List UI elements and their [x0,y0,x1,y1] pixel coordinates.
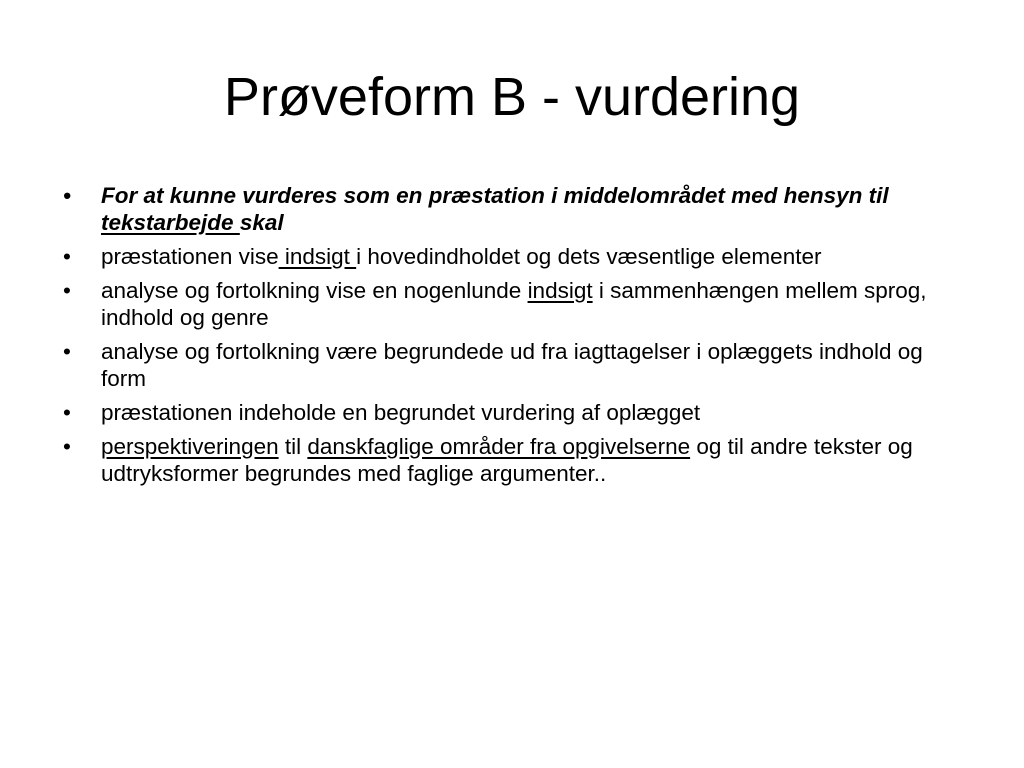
item-text: skal [239,210,284,235]
item-text: og til andre tekster og udtryksformer begrundes med faglige argumenter.. [101,434,913,486]
bullet-icon: • [63,183,71,208]
underlined-term: perspektiveringen [101,434,279,459]
list-item [60,182,970,236]
list-item [60,338,970,392]
item-text: For at kunne vurderes som en præstation i middelområdet med hensyn til [101,183,889,208]
bullet-icon: • [63,339,71,364]
item-text: analyse og fortolkning være begrundede ud fra iagttagelser i oplæggets indhold og form [101,339,923,391]
underlined-term: indsigt [278,244,357,269]
item-text: til [278,434,308,459]
item-text: præstationen indeholde en begrundet vurdering af oplægget [101,400,701,425]
list-item [60,433,970,487]
underlined-term: danskfaglige områder fra opgivelserne [307,434,691,459]
list-item [60,243,970,270]
bullet-list [60,182,970,494]
list-item [60,399,970,426]
item-text: præstationen vise [101,244,279,269]
underlined-term: tekstarbejde [101,210,240,235]
item-text: analyse og fortolkning vise en nogenlunde [101,278,528,303]
list-item [60,277,970,331]
slide-title: Prøveform B - vurdering [223,67,801,127]
bullet-icon: • [63,434,71,459]
bullet-icon: • [63,244,71,269]
item-text: i sammenhængen mellem sprog, indhold og genre [101,278,927,330]
underlined-term: indsigt [527,278,593,303]
bullet-icon: • [63,400,71,425]
bullet-icon: • [63,278,71,303]
item-text: i hovedindholdet og dets væsentlige elementer [356,244,822,269]
